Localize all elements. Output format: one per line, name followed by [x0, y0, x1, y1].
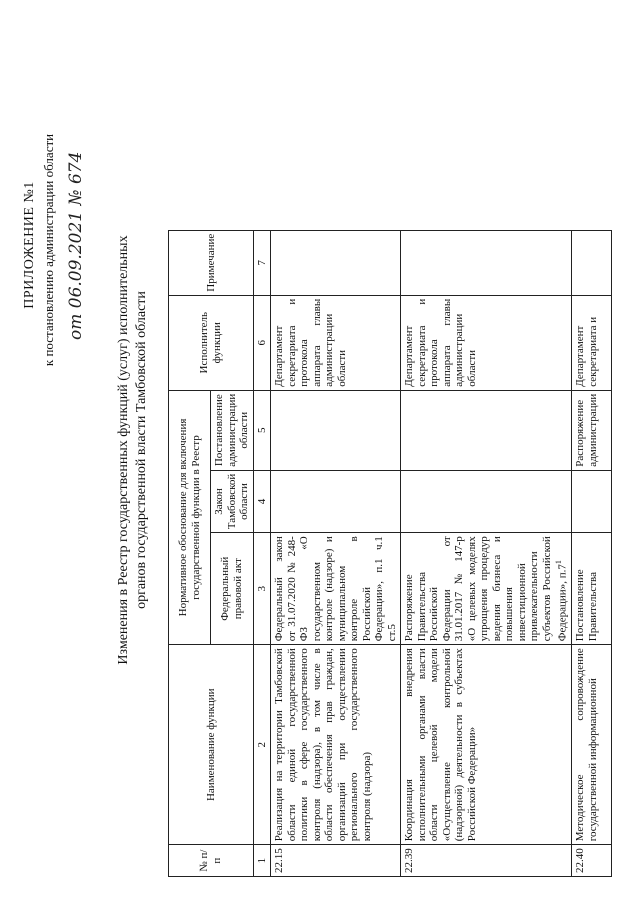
header-administration-decree: Постановление администрации области [211, 390, 254, 470]
federal-act-cell: Федеральный закон от 31.07.2020 № 248-ФЗ «О государственном контроле (надзоре) и муниципальном контроле в Российской Федерации», п.1 ч.1 ст.5 [271, 533, 401, 645]
signature-date: от 06.09.2021 № 674 [66, 151, 86, 340]
note-cell [401, 230, 572, 295]
table-row [572, 230, 612, 876]
resolution-reference: к постановлению администрации области [41, 133, 56, 367]
header-regional-law: Закон Тамбовской области [211, 470, 254, 533]
row-number: 22.39 [401, 845, 572, 877]
header-normative-basis: Нормативное обоснование для включения государственной функции в Реестр [169, 390, 211, 645]
column-number: 7 [253, 230, 271, 295]
function-name-cell: Методическое сопровождение государственной информационной [572, 645, 612, 845]
decree-cell [401, 390, 572, 470]
column-number: 2 [253, 645, 271, 845]
row-number: 22.15 [271, 845, 401, 877]
executor-cell: Департамент секретариата и протокола аппарата главы администрации области [271, 295, 401, 390]
document-caption-line1: Изменения в Реестр государственных функций (услуг) исполнительных [116, 235, 131, 665]
column-number: 5 [253, 390, 271, 470]
note-cell [572, 230, 612, 295]
decree-cell [271, 390, 401, 470]
header-number: № п/п [169, 845, 254, 877]
column-number: 6 [253, 295, 271, 390]
header-note: Примечание [169, 230, 254, 295]
note-cell [271, 230, 401, 295]
federal-act-cell [401, 533, 572, 645]
registry-changes-table [168, 230, 612, 877]
function-name-cell: Координация внедрения исполнительными органами власти области целевой модели «Осуществление контрольной (надзорной) деятельности в субъектах Российской Федерации» [401, 645, 572, 845]
row-number: 22.40 [572, 845, 612, 877]
header-federal-act: Федеральный правовой акт [211, 533, 254, 645]
decree-cell: Распоряжение администрации [572, 390, 612, 470]
handwritten-date-number [60, 10, 94, 340]
column-number: 1 [253, 845, 271, 877]
executor-cell: Департамент секретариата и [572, 295, 612, 390]
table-row [271, 230, 401, 876]
column-number: 4 [253, 470, 271, 533]
federal-act-text: Распоряжение Правительства Российской Федерации от 31.01.2017 № 147-р «О целевых моделях упрощения процедур ведения бизнеса и повышения инвестиционной привлекательности субъектов Российской Федерации», п.7 [403, 536, 569, 642]
regional-law-cell [572, 470, 612, 533]
function-name-cell: Реализация на территории Тамбовской области единой государственной политики в сфере государственного контроля (надзора), в том числе в области обеспечения прав граждан, организаций при осуществлении регионального государственного контроля (надзора) [271, 645, 401, 845]
header-function-name: Наименование функции [169, 645, 254, 845]
column-number-row [253, 230, 271, 876]
column-number: 3 [253, 533, 271, 645]
document-caption-line2: органов государственной власти Тамбовской области [134, 291, 149, 609]
federal-act-cell: Постановление Правительства [572, 533, 612, 645]
footnote-reference: 1 [554, 560, 563, 565]
table-row [401, 230, 572, 876]
appendix-title: ПРИЛОЖЕНИЕ №1 [22, 181, 37, 309]
executor-cell: Департамент секретариата и протокола аппарата главы администрации области [401, 295, 572, 390]
regional-law-cell [401, 470, 572, 533]
table-header-row [169, 230, 211, 876]
header-executor: Исполнитель функции [169, 295, 254, 390]
regional-law-cell [271, 470, 401, 533]
